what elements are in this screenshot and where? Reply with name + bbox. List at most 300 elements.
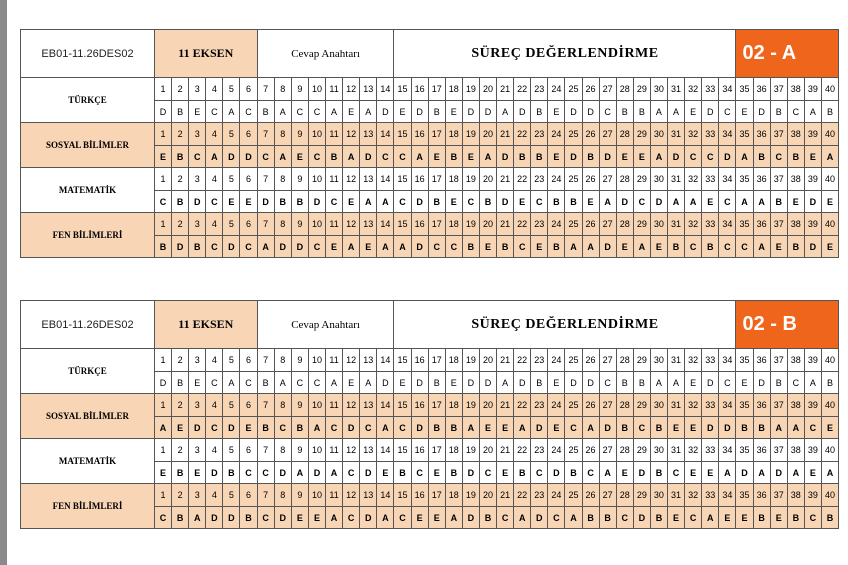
question-number: 26 (582, 349, 599, 372)
answer-cell: E (155, 146, 172, 168)
answer-cell: E (821, 191, 838, 213)
question-number: 11 (326, 394, 343, 417)
question-number: 22 (514, 123, 531, 146)
question-number: 2 (172, 123, 189, 146)
answer-cell: C (702, 146, 719, 168)
answer-cell: B (257, 417, 274, 439)
answer-cell: B (172, 191, 189, 213)
answer-cell: D (462, 372, 479, 394)
answer-cell: D (462, 507, 479, 529)
answer-cell: C (719, 101, 736, 123)
left-edge-bar (0, 0, 7, 565)
answer-cell: D (223, 507, 240, 529)
answer-cell: E (411, 507, 428, 529)
question-number: 18 (445, 349, 462, 372)
question-number: 18 (445, 123, 462, 146)
answer-cell: B (531, 146, 548, 168)
question-number: 23 (531, 168, 548, 191)
answer-cell: D (804, 236, 821, 258)
question-number: 19 (462, 78, 479, 101)
answer-cell: C (326, 191, 343, 213)
answer-cell: E (719, 507, 736, 529)
question-number: 20 (479, 78, 496, 101)
answer-cell: E (377, 462, 394, 484)
answer-cell: E (582, 191, 599, 213)
question-number: 20 (479, 394, 496, 417)
answer-cell: E (428, 462, 445, 484)
answer-cell: B (223, 462, 240, 484)
question-number: 35 (736, 168, 753, 191)
question-number: 35 (736, 439, 753, 462)
answer-cell: C (206, 101, 223, 123)
answer-cell: B (445, 146, 462, 168)
question-number: 39 (804, 168, 821, 191)
question-number: 13 (360, 349, 377, 372)
answer-cell: A (360, 372, 377, 394)
question-number: 23 (531, 394, 548, 417)
question-number: 34 (719, 168, 736, 191)
answer-cell: B (770, 101, 787, 123)
answer-cell: C (257, 507, 274, 529)
question-number: 17 (428, 123, 445, 146)
answer-cell: C (240, 236, 257, 258)
number-row-matematik (21, 168, 839, 191)
answer-cell: D (257, 191, 274, 213)
answer-cell: B (616, 372, 633, 394)
answer-cell: D (377, 372, 394, 394)
question-number: 32 (685, 394, 702, 417)
question-number: 29 (633, 123, 650, 146)
question-number: 27 (599, 123, 616, 146)
question-number: 12 (343, 349, 360, 372)
answer-cell: D (770, 462, 787, 484)
question-number: 31 (667, 213, 684, 236)
answer-cell: E (172, 417, 189, 439)
question-number: 2 (172, 213, 189, 236)
question-number: 34 (719, 439, 736, 462)
answer-cell: E (531, 236, 548, 258)
question-number: 15 (394, 168, 411, 191)
question-number: 5 (223, 439, 240, 462)
answer-cell: D (411, 101, 428, 123)
question-number: 35 (736, 123, 753, 146)
question-number: 38 (787, 78, 804, 101)
question-number: 32 (685, 484, 702, 507)
answer-cell: B (514, 462, 531, 484)
question-number: 26 (582, 484, 599, 507)
question-number: 6 (240, 168, 257, 191)
answer-cell: C (343, 462, 360, 484)
question-number: 19 (462, 168, 479, 191)
answer-cell: E (479, 417, 496, 439)
question-number: 10 (308, 349, 325, 372)
question-number: 16 (411, 484, 428, 507)
number-row-matematik (21, 439, 839, 462)
answer-cell: C (719, 191, 736, 213)
number-row-sosyal-bilimler (21, 394, 839, 417)
answer-cell: A (514, 417, 531, 439)
answer-cell: A (497, 101, 514, 123)
answer-cell: C (240, 101, 257, 123)
answer-cell: B (787, 507, 804, 529)
question-number: 27 (599, 78, 616, 101)
question-number: 19 (462, 439, 479, 462)
question-number: 16 (411, 123, 428, 146)
question-number: 27 (599, 439, 616, 462)
question-number: 37 (770, 484, 787, 507)
answer-cell: E (770, 236, 787, 258)
question-number: 24 (548, 349, 565, 372)
question-number: 13 (360, 213, 377, 236)
answer-cell: E (514, 191, 531, 213)
answer-cell: E (736, 507, 753, 529)
question-number: 1 (155, 78, 172, 101)
question-number: 26 (582, 168, 599, 191)
subject-label-fen-bilimleri: FEN BİLİMLERİ (21, 213, 155, 258)
answer-cell: C (206, 236, 223, 258)
answer-cell: A (377, 191, 394, 213)
answer-cell: D (719, 146, 736, 168)
question-number: 6 (240, 484, 257, 507)
question-number: 3 (189, 484, 206, 507)
question-number: 10 (308, 168, 325, 191)
answer-cell: B (582, 507, 599, 529)
answer-cell: A (308, 417, 325, 439)
answer-cell: C (565, 417, 582, 439)
question-number: 22 (514, 213, 531, 236)
booklet-badge: 02 - B (736, 301, 839, 349)
question-number: 28 (616, 168, 633, 191)
question-number: 26 (582, 439, 599, 462)
question-number: 30 (650, 484, 667, 507)
question-number: 30 (650, 349, 667, 372)
answer-cell: D (565, 101, 582, 123)
answer-cell: E (479, 236, 496, 258)
answer-cell: E (189, 101, 206, 123)
answer-cell: A (462, 417, 479, 439)
answer-cell: E (702, 462, 719, 484)
question-number: 29 (633, 484, 650, 507)
question-number: 8 (274, 168, 291, 191)
question-number: 15 (394, 349, 411, 372)
question-number: 6 (240, 394, 257, 417)
answer-cell: B (702, 236, 719, 258)
question-number: 17 (428, 349, 445, 372)
answer-cell: D (223, 417, 240, 439)
answer-cell: A (326, 507, 343, 529)
answer-cell: C (685, 146, 702, 168)
answer-cell: D (565, 372, 582, 394)
question-number: 17 (428, 484, 445, 507)
question-number: 17 (428, 78, 445, 101)
answer-cell: D (155, 372, 172, 394)
answer-cell: E (548, 101, 565, 123)
question-number: 25 (565, 439, 582, 462)
answer-key-sheet-b (20, 300, 839, 529)
question-number: 19 (462, 213, 479, 236)
question-number: 14 (377, 123, 394, 146)
question-number: 31 (667, 394, 684, 417)
question-number: 22 (514, 168, 531, 191)
question-number: 27 (599, 484, 616, 507)
answer-cell: A (599, 462, 616, 484)
question-number: 33 (702, 168, 719, 191)
question-number: 37 (770, 439, 787, 462)
answer-cell: B (753, 417, 770, 439)
answer-cell: B (428, 191, 445, 213)
question-number: 1 (155, 349, 172, 372)
question-number: 14 (377, 213, 394, 236)
question-number: 38 (787, 349, 804, 372)
question-number: 37 (770, 394, 787, 417)
question-number: 6 (240, 439, 257, 462)
question-number: 2 (172, 439, 189, 462)
question-number: 8 (274, 349, 291, 372)
answer-cell: B (445, 462, 462, 484)
answer-cell: C (804, 417, 821, 439)
answer-cell: C (616, 507, 633, 529)
answer-cell: C (770, 146, 787, 168)
answer-cell: B (172, 507, 189, 529)
question-number: 3 (189, 349, 206, 372)
question-number: 19 (462, 123, 479, 146)
answer-cell: B (497, 236, 514, 258)
answer-cell: B (548, 236, 565, 258)
question-number: 6 (240, 123, 257, 146)
question-number: 17 (428, 213, 445, 236)
question-number: 12 (343, 78, 360, 101)
question-number: 30 (650, 439, 667, 462)
question-number: 15 (394, 123, 411, 146)
answer-cell: B (633, 372, 650, 394)
question-number: 39 (804, 484, 821, 507)
question-number: 8 (274, 78, 291, 101)
question-number: 3 (189, 439, 206, 462)
answer-cell: B (514, 146, 531, 168)
question-number: 4 (206, 168, 223, 191)
answer-cell: C (189, 146, 206, 168)
answer-cell: C (633, 417, 650, 439)
answer-cell: A (753, 462, 770, 484)
answer-cell: D (360, 507, 377, 529)
question-number: 39 (804, 394, 821, 417)
question-number: 29 (633, 349, 650, 372)
answer-cell: B (155, 236, 172, 258)
answer-cell: D (274, 507, 291, 529)
question-number: 6 (240, 213, 257, 236)
question-number: 29 (633, 439, 650, 462)
question-number: 10 (308, 213, 325, 236)
surec-title: SÜREÇ DEĞERLENDİRME (394, 301, 736, 349)
answer-cell: E (736, 101, 753, 123)
number-row-turkce (21, 78, 839, 101)
question-number: 1 (155, 123, 172, 146)
question-number: 26 (582, 78, 599, 101)
question-number: 30 (650, 78, 667, 101)
question-number: 37 (770, 123, 787, 146)
question-number: 4 (206, 213, 223, 236)
answer-cell: A (770, 417, 787, 439)
answer-cell: C (599, 101, 616, 123)
question-number: 34 (719, 484, 736, 507)
question-number: 3 (189, 213, 206, 236)
question-number: 19 (462, 349, 479, 372)
question-number: 23 (531, 123, 548, 146)
answer-cell: A (274, 372, 291, 394)
question-number: 21 (497, 168, 514, 191)
question-number: 29 (633, 168, 650, 191)
answer-cell: E (343, 101, 360, 123)
question-number: 3 (189, 168, 206, 191)
answer-cell: D (599, 417, 616, 439)
answer-cell: D (667, 146, 684, 168)
answer-cell: D (736, 462, 753, 484)
answer-cell: E (428, 146, 445, 168)
answer-cell: C (394, 417, 411, 439)
question-number: 3 (189, 123, 206, 146)
question-number: 40 (821, 168, 838, 191)
answer-cell: E (291, 146, 308, 168)
answer-cell: B (616, 101, 633, 123)
question-number: 21 (497, 439, 514, 462)
answer-cell: C (582, 462, 599, 484)
answer-cell: B (240, 507, 257, 529)
question-number: 16 (411, 349, 428, 372)
question-number: 30 (650, 123, 667, 146)
answer-cell: D (343, 417, 360, 439)
subject-label-turkce: TÜRKÇE (21, 78, 155, 123)
answer-cell: A (326, 462, 343, 484)
question-number: 2 (172, 484, 189, 507)
answer-cell: E (240, 191, 257, 213)
answer-cell: D (411, 236, 428, 258)
question-number: 32 (685, 213, 702, 236)
question-number: 14 (377, 394, 394, 417)
question-number: 40 (821, 349, 838, 372)
question-number: 31 (667, 439, 684, 462)
answer-cell: A (667, 191, 684, 213)
answer-cell: A (753, 236, 770, 258)
answer-cell: E (804, 146, 821, 168)
answer-cell: A (650, 372, 667, 394)
question-number: 18 (445, 484, 462, 507)
answer-cell: A (667, 372, 684, 394)
question-number: 13 (360, 484, 377, 507)
answer-cell: D (411, 417, 428, 439)
answer-cell: E (787, 191, 804, 213)
answer-cell: D (599, 146, 616, 168)
answer-cell: E (702, 191, 719, 213)
answer-cell: B (445, 417, 462, 439)
question-number: 27 (599, 349, 616, 372)
answer-cell: A (223, 372, 240, 394)
answer-cell: C (377, 146, 394, 168)
answer-cell: D (565, 146, 582, 168)
answer-cell: A (360, 101, 377, 123)
question-number: 28 (616, 394, 633, 417)
answer-cell: B (753, 507, 770, 529)
question-number: 33 (702, 484, 719, 507)
answer-cell: C (308, 372, 325, 394)
answer-cell: E (445, 372, 462, 394)
question-number: 37 (770, 168, 787, 191)
question-number: 34 (719, 394, 736, 417)
question-number: 9 (291, 349, 308, 372)
answer-cell: D (189, 417, 206, 439)
subject-label-fen-bilimleri: FEN BİLİMLERİ (21, 484, 155, 529)
answer-cell: C (257, 462, 274, 484)
answer-cell: A (257, 236, 274, 258)
answer-cell: D (189, 191, 206, 213)
question-number: 26 (582, 213, 599, 236)
answer-cell: E (189, 372, 206, 394)
question-number: 18 (445, 213, 462, 236)
question-number: 13 (360, 78, 377, 101)
answer-cell: A (565, 236, 582, 258)
question-number: 34 (719, 123, 736, 146)
question-number: 22 (514, 349, 531, 372)
answer-cell: C (206, 372, 223, 394)
question-number: 5 (223, 349, 240, 372)
answer-cell: D (360, 146, 377, 168)
answer-cell: A (736, 191, 753, 213)
answer-cell: C (804, 507, 821, 529)
answer-cell: E (360, 236, 377, 258)
answer-cell: C (719, 372, 736, 394)
question-number: 23 (531, 78, 548, 101)
surec-title: SÜREÇ DEĞERLENDİRME (394, 30, 736, 78)
question-number: 30 (650, 168, 667, 191)
question-number: 11 (326, 349, 343, 372)
question-number: 22 (514, 484, 531, 507)
question-number: 40 (821, 213, 838, 236)
answer-cell: B (172, 146, 189, 168)
question-number: 12 (343, 168, 360, 191)
answer-cell: E (343, 372, 360, 394)
answer-cell: A (787, 462, 804, 484)
booklet-badge: 02 - A (736, 30, 839, 78)
question-number: 25 (565, 484, 582, 507)
question-number: 18 (445, 78, 462, 101)
answer-cell: D (531, 417, 548, 439)
question-number: 4 (206, 394, 223, 417)
question-number: 5 (223, 484, 240, 507)
cevap-anahtari-label: Cevap Anahtarı (257, 301, 394, 349)
answer-cell: A (821, 462, 838, 484)
answer-cell: C (308, 236, 325, 258)
question-number: 39 (804, 78, 821, 101)
answer-cell: C (411, 462, 428, 484)
question-number: 11 (326, 213, 343, 236)
answer-cell: D (360, 462, 377, 484)
answer-cell: D (155, 101, 172, 123)
question-number: 37 (770, 349, 787, 372)
answer-cell: E (223, 191, 240, 213)
answer-cell: B (172, 372, 189, 394)
answer-cell: B (326, 146, 343, 168)
answer-cell: E (462, 146, 479, 168)
answer-cell: E (308, 507, 325, 529)
answer-cell: A (377, 507, 394, 529)
answer-cell: A (155, 417, 172, 439)
answer-cell: D (616, 191, 633, 213)
question-number: 33 (702, 213, 719, 236)
question-number: 10 (308, 394, 325, 417)
answer-cell: B (616, 417, 633, 439)
question-number: 32 (685, 168, 702, 191)
question-number: 38 (787, 484, 804, 507)
question-number: 37 (770, 78, 787, 101)
